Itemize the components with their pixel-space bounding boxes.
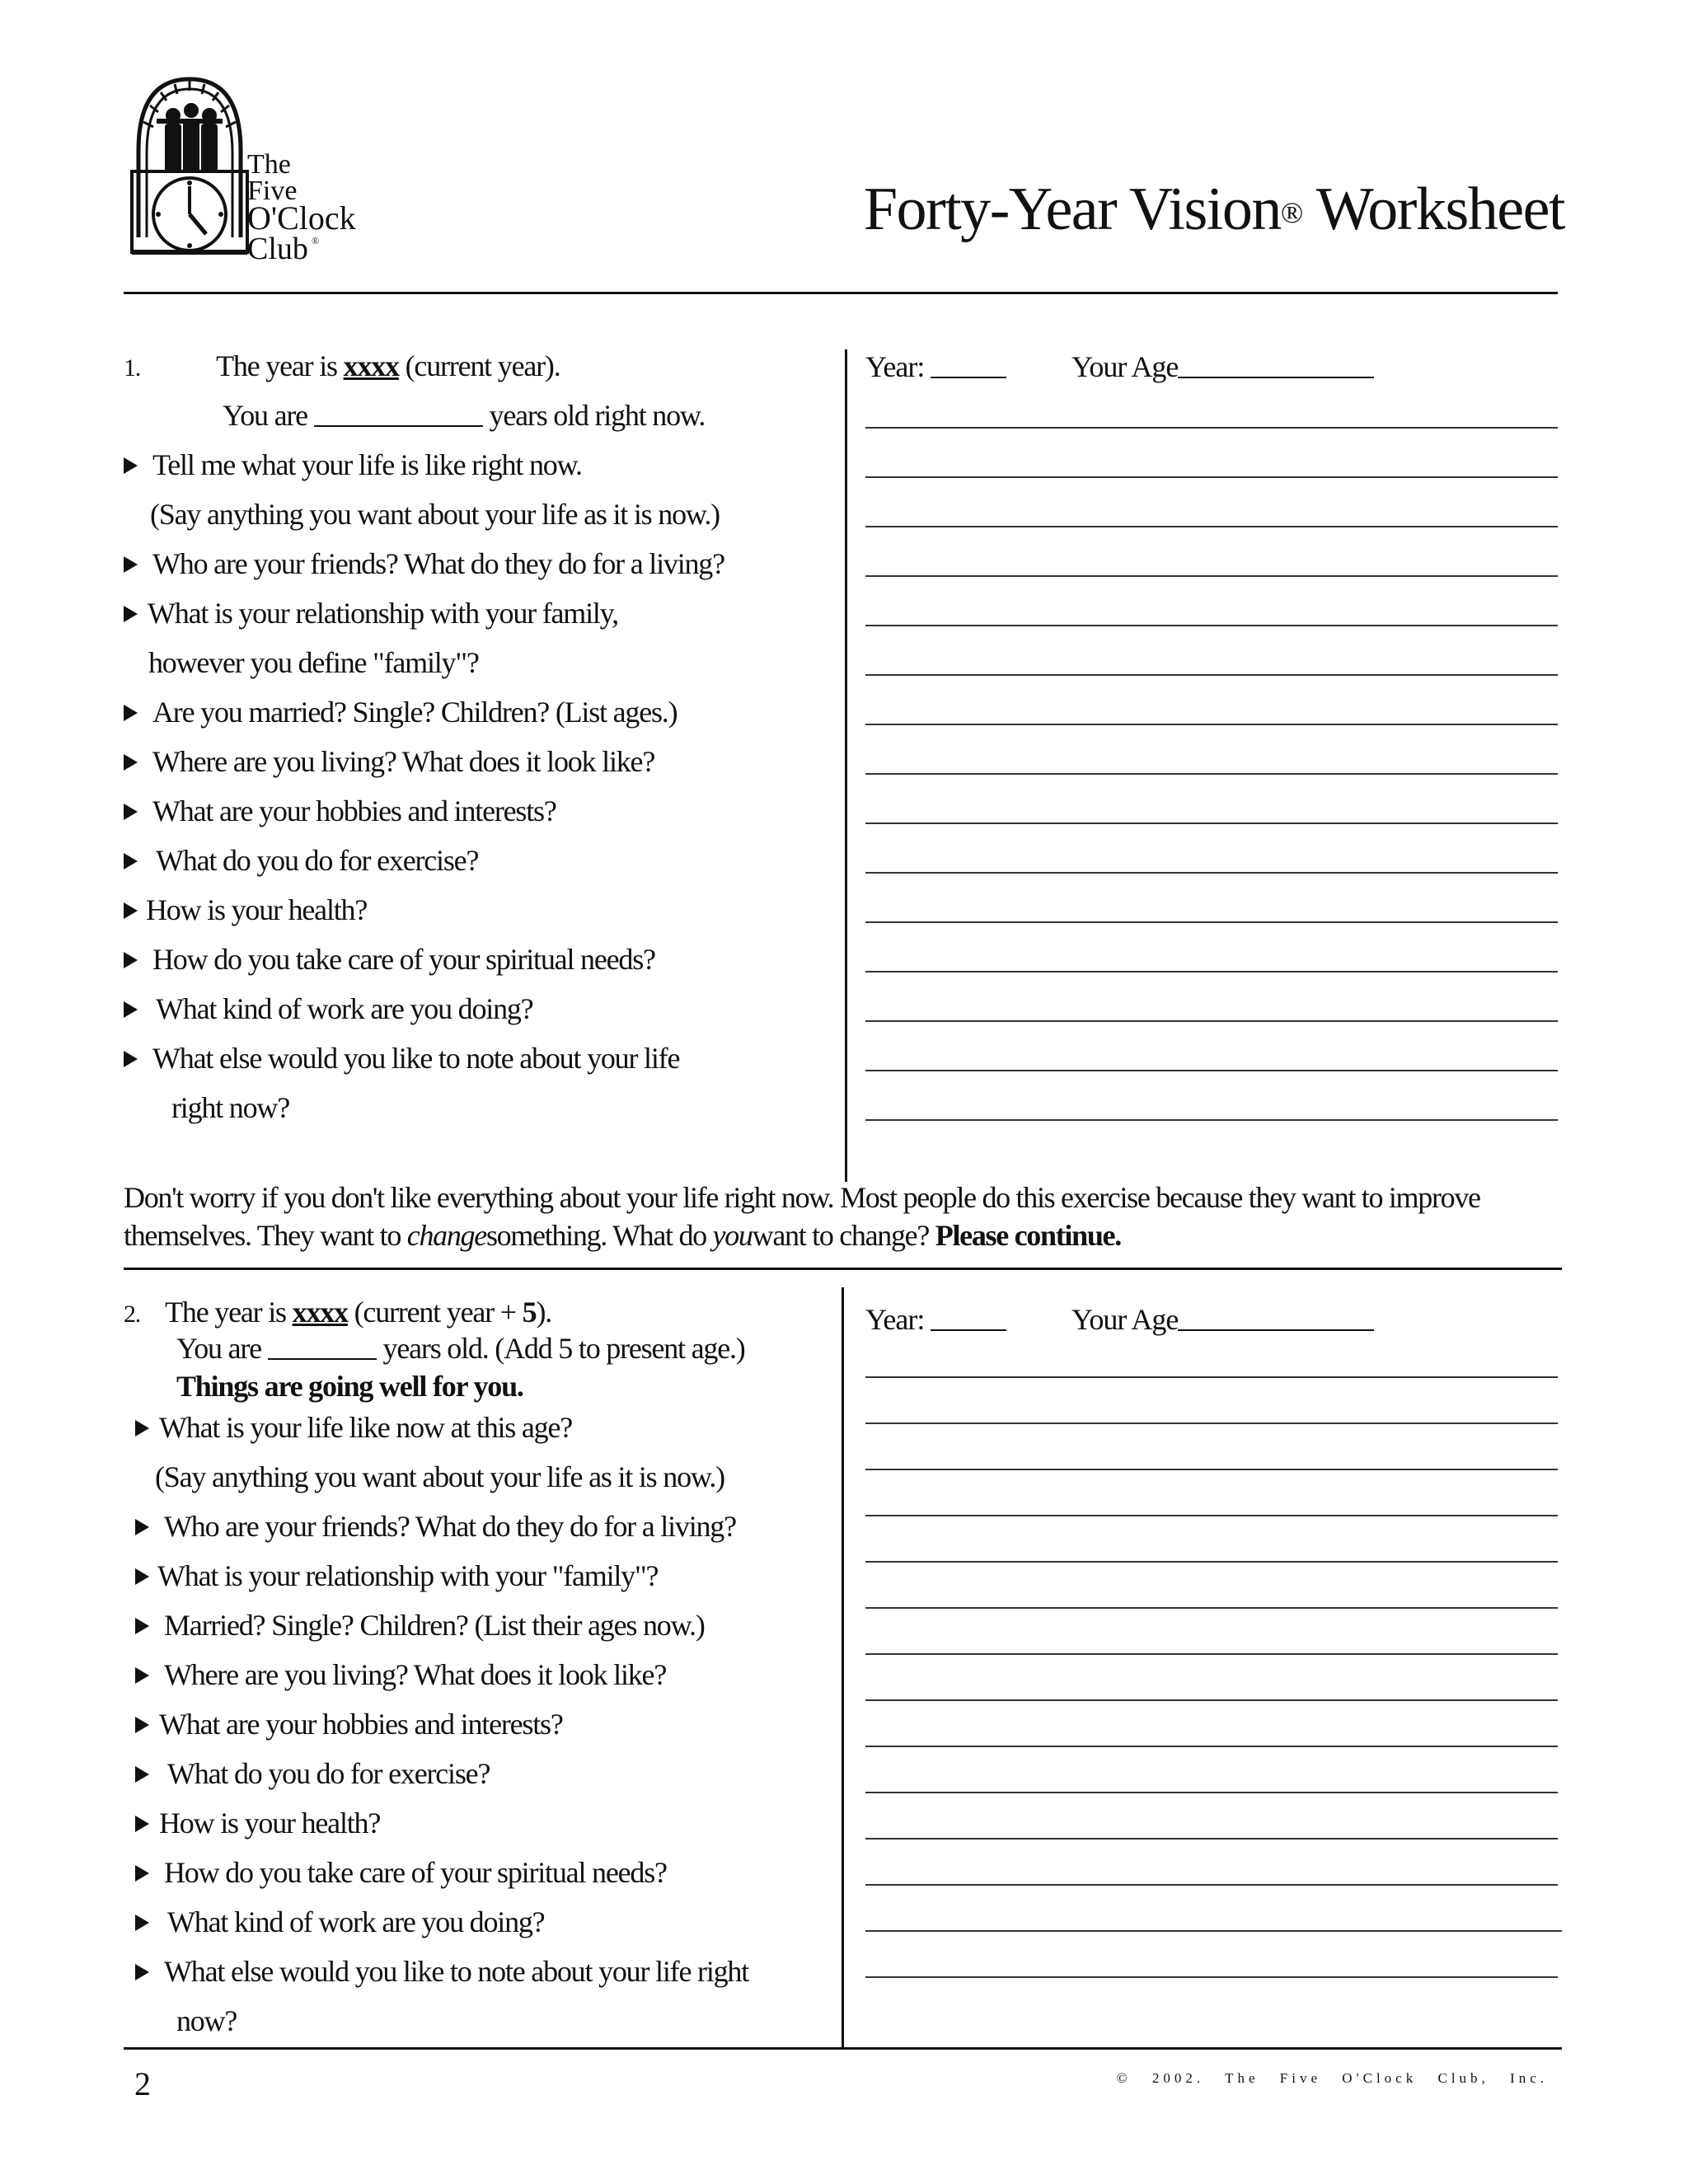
section-2-column-divider (842, 1287, 844, 2049)
list-item: How do you take care of your spiritual needs? (124, 943, 655, 976)
list-item: What do you do for exercise? (124, 844, 478, 877)
list-item: now? (176, 2004, 237, 2037)
bullet-triangle-icon (135, 1618, 149, 1634)
section-2-year-line: 2. The year is xxxx (current year + 5). (124, 1296, 552, 1329)
answer-line[interactable] (865, 1838, 1558, 1840)
answer-line[interactable] (865, 872, 1558, 874)
list-item: What are your hobbies and interests? (135, 1708, 563, 1741)
list-item: Where are you living? What does it look like? (124, 745, 654, 778)
svg-text:The: The (247, 149, 291, 180)
title-main: Forty-Year Vision (863, 176, 1281, 243)
list-item: What kind of work are you doing? (135, 1905, 544, 1938)
bullet-triangle-icon (135, 1766, 149, 1783)
answer-line[interactable] (865, 724, 1558, 725)
svg-text:Club: Club (247, 232, 308, 266)
svg-text:Five: Five (247, 176, 298, 206)
bullet-triangle-icon (124, 457, 138, 474)
answer-line[interactable] (865, 1699, 1558, 1701)
list-item: however you define "family"? (148, 646, 479, 679)
bullet-triangle-icon (135, 1964, 149, 1980)
list-item: How do you take care of your spiritual needs? (135, 1856, 667, 1889)
answer-line[interactable] (865, 625, 1558, 626)
year-value: xxxx (343, 349, 399, 382)
section-number: 2. (124, 1301, 141, 1328)
svg-text:O'Clock: O'Clock (247, 199, 356, 237)
section-divider (124, 1268, 1562, 1270)
bullet-triangle-icon (135, 1865, 149, 1882)
registered-mark: ® (1280, 196, 1304, 229)
section-number: 1. (124, 354, 141, 382)
answer-line[interactable] (865, 1976, 1558, 1978)
bullet-triangle-icon (135, 1667, 149, 1684)
list-item: Tell me what your life is like right now. (124, 448, 582, 481)
age-blank[interactable] (1178, 357, 1374, 378)
section-2-age-line: You are years old. (Add 5 to present age.) (176, 1332, 745, 1365)
logo-arch-clock-icon (124, 73, 379, 288)
list-item: (Say anything you want about your life as it is now.) (155, 1460, 724, 1493)
list-item: (Say anything you want about your life as it is now.) (150, 498, 720, 531)
list-item: What are your hobbies and interests? (124, 794, 556, 827)
bullet-triangle-icon (124, 902, 138, 919)
bullet-triangle-icon (124, 556, 138, 573)
list-item: right now? (171, 1091, 289, 1124)
answer-line[interactable] (865, 1119, 1558, 1121)
copyright-notice: © 2002. The Five O'Clock Club, Inc. (1116, 2070, 1548, 2086)
answer-line[interactable] (865, 1515, 1558, 1516)
age-blank[interactable] (314, 405, 483, 427)
bullet-triangle-icon (135, 1519, 149, 1535)
bullet-triangle-icon (135, 1915, 149, 1931)
list-item: What is your relationship with your "family"? (135, 1559, 658, 1592)
bullet-triangle-icon (124, 606, 138, 622)
svg-text:®: ® (312, 235, 320, 246)
answer-line[interactable] (865, 1607, 1558, 1609)
list-item: Are you married? Single? Children? (List ages.) (124, 696, 677, 729)
answer-line[interactable] (865, 1746, 1558, 1747)
answer-line[interactable] (865, 1020, 1558, 1022)
going-well-note: Things are going well for you. (176, 1370, 523, 1403)
section-2-answer-header: Year: Your Age (865, 1302, 1374, 1337)
list-item: What else would you like to note about your life right (135, 1955, 748, 1988)
footer-divider (124, 2047, 1562, 2050)
section-2-questions (124, 1296, 832, 2037)
list-item: What is your relationship with your family, (124, 597, 618, 630)
page-title (864, 175, 1564, 245)
list-item: Who are your friends? What do they do for a living? (135, 1510, 736, 1543)
section-1-answer-header: Year: Your Age (865, 349, 1374, 384)
transition-paragraph: Don't worry if you don't like everything about your life right now. Most people do this exercise because they want to improve themselves. They want to changesomething. What do youwant to change? Please continue. (124, 1181, 1480, 1252)
list-item: What else would you like to note about your life (124, 1042, 679, 1075)
answer-line[interactable] (865, 1422, 1558, 1424)
answer-line[interactable] (865, 476, 1558, 478)
answer-line[interactable] (865, 674, 1558, 676)
title-tail: Worksheet (1303, 176, 1564, 243)
answer-line[interactable] (865, 1930, 1562, 1932)
bullet-triangle-icon (124, 1051, 138, 1067)
list-item: What kind of work are you doing? (124, 992, 532, 1025)
five-oclock-club-logo (124, 73, 379, 288)
answer-line[interactable] (865, 1653, 1558, 1655)
list-item: How is your health? (135, 1807, 380, 1840)
list-item: Where are you living? What does it look like? (135, 1658, 666, 1691)
header-divider (124, 292, 1558, 294)
answer-line[interactable] (865, 575, 1558, 577)
year-value: xxxx (292, 1296, 348, 1329)
bullet-triangle-icon (135, 1568, 149, 1585)
answer-line[interactable] (865, 1561, 1558, 1563)
list-item: Married? Single? Children? (List their ages now.) (135, 1609, 705, 1642)
list-item: What do you do for exercise? (135, 1757, 490, 1790)
bullet-triangle-icon (124, 853, 138, 869)
bullet-triangle-icon (124, 804, 138, 820)
answer-line[interactable] (865, 823, 1558, 824)
list-item: What is your life like now at this age? (135, 1411, 572, 1444)
bullet-triangle-icon (124, 952, 138, 968)
bullet-triangle-icon (124, 1001, 138, 1018)
answer-line[interactable] (865, 971, 1558, 972)
answer-line[interactable] (865, 526, 1558, 527)
answer-line[interactable] (865, 1884, 1558, 1886)
age-blank[interactable] (268, 1338, 377, 1360)
bullet-triangle-icon (135, 1420, 149, 1436)
page-number: 2 (134, 2065, 151, 2102)
list-item: Who are your friends? What do they do for a living? (124, 547, 724, 580)
answer-line[interactable] (865, 921, 1558, 923)
year-blank[interactable] (931, 357, 1006, 378)
bullet-triangle-icon (124, 705, 138, 721)
answer-line[interactable] (865, 1070, 1558, 1071)
section-1-column-divider (845, 349, 847, 1182)
answer-line[interactable] (865, 1469, 1558, 1470)
answer-line[interactable] (865, 427, 1558, 429)
list-item: How is your health? (124, 893, 367, 926)
answer-line[interactable] (865, 1376, 1558, 1378)
year-blank[interactable] (931, 1310, 1006, 1331)
bullet-triangle-icon (135, 1816, 149, 1832)
section-1-questions (124, 349, 832, 1174)
bullet-triangle-icon (135, 1717, 149, 1733)
age-blank[interactable] (1178, 1310, 1374, 1331)
section-1-age-line: You are years old right now. (223, 399, 706, 432)
answer-line[interactable] (865, 773, 1558, 775)
section-1-year-line: 1. The year is xxxx (current year). (124, 349, 560, 382)
bullet-triangle-icon (124, 754, 138, 771)
answer-line[interactable] (865, 1792, 1558, 1793)
